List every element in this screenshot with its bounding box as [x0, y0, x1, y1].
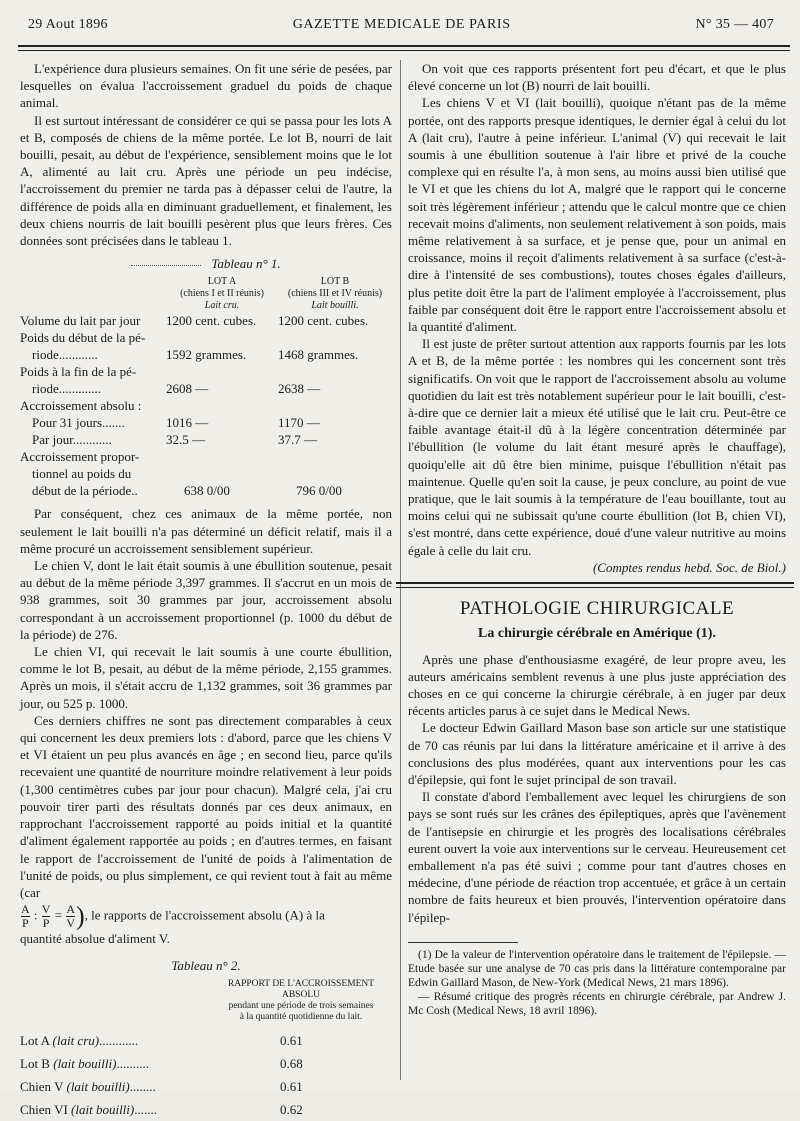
row-label: Accroissement absolu :	[20, 398, 142, 414]
header-journal-title: GAZETTE MEDICALE DE PARIS	[292, 17, 511, 32]
formula-continuation: quantité absolue d'aliment V.	[20, 931, 170, 947]
cell-b: 1468 grammes.	[278, 347, 359, 363]
header-rule	[18, 45, 790, 47]
column-divider	[400, 60, 401, 1080]
table-row	[20, 397, 392, 414]
table-row	[20, 312, 392, 329]
fraction: $\frac{A}{P}$	[21, 902, 30, 931]
table1-title-row	[20, 255, 392, 272]
row-note: (lait bouilli)	[53, 1055, 117, 1071]
table-row	[20, 448, 392, 465]
paragraph: Ces derniers chiffres ne sont pas directement comparables à ceux qui concernent les deux premiers lots : d'abord, parce que les chiens V et VI étaient un peu plus avancés en âge ; en second lieu, parce qu'ils recevaient une quantité de nourriture moindre relativement à leur poids (1,300 centimètres cubes par jour pour chacun). Malgré cela, j'ai cru pouvoir tirer parti des résultats donnés par ces deux animaux, en rapprochant l'accroissement rapporté au poids initial et la quantité d'aliment également rapportée au poids ; en d'autres termes, en faisant le rapport de l'accroissement de l'unité de poids à l'alimentation de l'unité de poids, ou plus simplement, ce qui revient tout à fait au même (car	[20, 712, 392, 900]
table-row: Chien VI (lait bouilli)....... 0.62	[20, 1098, 392, 1121]
footnote-rule	[408, 942, 518, 943]
footnote: (1) De la valeur de l'intervention opératoire dans le traitement de l'épilepsie. — Etude basée sur une analyse de 70 cas pris dans la littérature contemporaine par Edwin Gaillard Mason, de New-York (Medical News, 21 mars 1896).	[408, 948, 786, 989]
cell-b	[278, 465, 392, 482]
table-row	[20, 482, 392, 499]
cell-a: 32.5 —	[166, 432, 205, 448]
row-note: (lait bouilli)	[66, 1078, 130, 1094]
col-b-note: Lait bouilli.	[311, 300, 359, 312]
col-a-note: Lait cru.	[204, 300, 240, 312]
row-note: (lait cru)	[52, 1032, 100, 1048]
cell-a	[166, 448, 278, 465]
cell-b: 796 0/00	[296, 483, 342, 499]
footnotes	[408, 948, 786, 1018]
table-row: Lot B (lait bouilli).......... 0.68	[20, 1052, 392, 1075]
row-label: Volume du lait par jour	[20, 313, 141, 329]
cell-a	[166, 397, 278, 414]
table2-head2: pendant une période de trois semaines	[228, 1000, 374, 1011]
left-column	[20, 60, 392, 1117]
row-label: Lot B	[20, 1055, 50, 1071]
table-row: Lot A (lait cru)............ 0.61	[20, 1029, 392, 1052]
row-label: Chien V	[20, 1078, 64, 1094]
row-label: Lot A	[20, 1032, 50, 1048]
table2-title: Tableau n° 2.	[171, 958, 241, 974]
row-value: 0.61	[280, 1032, 303, 1048]
row-label: riode.............	[32, 381, 101, 397]
col-a-title: LOT A	[207, 276, 237, 288]
right-column	[408, 60, 786, 1080]
paragraph: L'expérience dura plusieurs semaines. On fit une série de pesées, par lesquelles on évalua l'accroissement graduel du poids de chaque animal.	[20, 61, 392, 111]
paragraph: Par conséquent, chez ces animaux de la même portée, non seulement le lait bouilli n'a pas déterminé un déficit relatif, mais il a même procuré un accroissement sensiblement supérieur.	[20, 506, 392, 556]
table2-head3: à la quantité quotidienne du lait.	[239, 1011, 363, 1022]
table2	[20, 1029, 392, 1121]
footnote: — Résumé critique des progrès récents en chirurgie cérébrale, par Andrew J. Mc Cosh (Medical News, 18 avril 1896).	[408, 990, 786, 1017]
row-label: tionnel au poids du	[32, 466, 132, 482]
row-label: Par jour............	[32, 432, 112, 448]
row-label: Poids à la fin de la pé-	[20, 364, 137, 380]
paragraph: On voit que ces rapports présentent fort peu d'écart, et que le plus élevé concerne un lot (B) nourri de lait bouilli.	[408, 61, 786, 94]
page-header	[28, 16, 774, 36]
table-row	[20, 346, 392, 363]
header-date: 29 Aout 1896	[28, 17, 108, 32]
col-a-subtitle: (chiens I et II réunis)	[180, 288, 264, 300]
fraction: $\frac{V}{P}$	[41, 902, 51, 931]
col-b-subtitle: (chiens III et IV réunis)	[287, 288, 383, 300]
table2-head1: RAPPORT DE L'ACCROISSEMENT ABSOLU	[227, 978, 375, 1000]
row-note: (lait bouilli)	[71, 1101, 135, 1117]
section-title: PATHOLOGIE CHIRURGICALE	[459, 598, 735, 620]
table-row	[20, 431, 392, 448]
row-value: 0.62	[280, 1101, 303, 1117]
cell-b	[278, 397, 392, 414]
table1-col-a-header	[166, 276, 278, 312]
header-issue-page: N° 35 — 407	[695, 17, 774, 32]
row-value: 0.68	[280, 1055, 303, 1071]
source-citation: (Comptes rendus hebd. Soc. de Biol.)	[592, 559, 786, 575]
article-title: La chirurgie cérébrale en Amérique (1).	[478, 626, 716, 642]
formula-line: $\frac{A}{P}$ : $\frac{V}{P}$ = $\frac{A}{V}$ ), le rapports de l'accroissement absolu (A) à la	[21, 901, 325, 931]
table-row	[20, 414, 392, 431]
table1-title: Tableau n° 1.	[211, 256, 281, 272]
paragraph: Il constate d'abord l'emballement avec lequel les chirurgiens de son pays se sont rués sur les crânes des épileptiques, après que l'avènement de l'antisepsie en chirurgie et les progrès des localisations cérébrales eurent ouvert la voie aux interventions sur le cerveau. Heureusement cet emballement n'a pas été suivi ; comme pour tant d'autres choses en médecine, d'une période de réaction trop accentuée, et grâce à un certain nombre de faits heureux et bien prouvés, l'intervention opératoire dans l'épilep-	[408, 789, 786, 925]
table-row	[20, 363, 392, 380]
paragraph: Le chien V, dont le lait était soumis à une ébullition soutenue, pesait au début de la même période 3,397 grammes. Il s'accrut en un mois de 938 grammes, soit 30 grammes par jour, accroissement absolu correspondant à un accroissement proportionnel (p. 1000 du début de la période) de 276.	[20, 558, 392, 642]
table-row	[20, 329, 392, 346]
section-rule-thin	[396, 587, 794, 588]
table1-col-b-header	[278, 276, 392, 312]
paragraph: Il est surtout intéressant de considérer ce qui se passa pour les lots A et B, composés de chiens de la même portée. Le lot B, nourri de lait bouilli, pesait, au début de l'expérience, sensiblement moins que le lot A, alimenté au lait cru. Après une période un peu indécise, l'accroissement du premier ne tarda pas à dépasser celui de l'autre, la différence de poids alla en diminuant graduellement, et finalement, les deux chiens nourris de lait bouilli pesèrent plus que leurs frères. Ces données sont précisées dans le tableau 1.	[20, 112, 392, 249]
cell-b: 2638 —	[278, 381, 321, 397]
table-row: Chien V (lait bouilli)........ 0.61	[20, 1075, 392, 1098]
table1-header	[20, 276, 392, 312]
cell-a	[166, 363, 278, 380]
col-b-title: LOT B	[320, 276, 350, 288]
cell-b	[278, 363, 392, 380]
row-label: riode............	[32, 347, 98, 363]
cell-a: 638 0/00	[184, 483, 230, 499]
paragraph: Le docteur Edwin Gaillard Mason base son article sur une statistique de 70 cas réunis par lui dans la littérature américaine et il arrive à des conclusions des plus modérées, quant aux interventions pour les cas d'épilepsie, qui font le sujet principal de son travail.	[408, 720, 786, 787]
section-rule	[396, 582, 794, 584]
cell-b: 37.7 —	[278, 432, 317, 448]
cell-b	[278, 448, 392, 465]
row-label: Poids du début de la pé-	[20, 330, 146, 346]
cell-a	[166, 465, 278, 482]
table1	[20, 276, 392, 499]
header-rule-thin	[18, 50, 790, 51]
table2-header	[210, 979, 392, 1023]
row-label: début de la période..	[32, 483, 138, 499]
paragraph: Le chien VI, qui recevait le lait soumis à une courte ébullition, comme le lot B, pesait, au début de la même période, 2,155 grammes. Après un mois, il s'était accru de 1,132 grammes, soit 36 grammes par jour, ou 525 p. 1000.	[20, 644, 392, 711]
cell-b	[278, 329, 392, 346]
fraction: $\frac{A}{V}$	[66, 902, 75, 931]
paragraph: Après une phase d'enthousiasme exagéré, de leur propre aveu, les auteurs américains semblent revenus à une plus juste appréciation des choses en ce qui concerne la chirurgie cérébrale, à en juger par deux récents articles parus à ce sujet dans le Medical News.	[408, 651, 786, 719]
cell-a: 1016 —	[166, 415, 209, 431]
table-row	[20, 465, 392, 482]
paragraph: Les chiens V et VI (lait bouilli), quoique n'étant pas de la même portée, ont des rapports presque identiques, le dernier égal à celui du lot A (lait cru), l'autre à peine inférieur. L'animal (V) qui recevait le lait soumis à une ébullition soutenue à l'air libre et privé de la couche complexe qui en résulte l'a, à mon sens, au moins aussi bien utilisé que le VI et que les chiens du lot A, malgré que le rapport qui le concerne soit très légèrement inférieur ; attendu que le calcul montre que ce chien recevait moins d'aliments, non seulement relativement à son poids, mais même relativement à sa surface, et je pense que, pour un animal en croissance, moins il reçoit d'aliments relativement à sa surface (c'est-à-dire à l'intensité de ses combustions), toutes choses égales d'ailleurs, plus petite doit être la part de l'aliment employée à l'accroissement, plus faible par conséquent doit être le rapport entre l'accroissement absolu et la quantité d'aliment.	[408, 95, 786, 335]
cell-a: 2608 —	[166, 381, 209, 397]
cell-a: 1592 grammes.	[166, 347, 247, 363]
cell-b: 1200 cent. cubes.	[278, 313, 369, 329]
table-title-rule	[131, 265, 201, 266]
paragraph: Il est juste de prêter surtout attention aux rapports fournis par les lots A et B, de la même portée : les nombres qui les concernent sont très significatifs. On voit que le rapport de l'accroissement absolu au volume quotidien du lait est très notablement supérieur pour le lait bouilli, c'est-à-dire que ce dernier lait a mieux été utilisé que le lait cru. Peut-être ce faible avantage était-il dû à la légère concentration déterminée par l'ébullition (le volume du lait étant mesuré après le chauffage), quoiqu'elle ait dû être bien minime, puisque l'ébullition n'était pas maintenue. Quelle qu'en soit la cause, je peux conclure, au point de vue pratique, que le lait soumis à la température de l'eau bouillante, tout au moins celui qui ne subissait qu'une courte ébullition (lot B, chien VI), s'est montré, dans cette expérience, doué d'une valeur nutritive au moins égale à celle du lait cru.	[408, 336, 786, 558]
formula-text: , le rapports de l'accroissement absolu (A) à la	[84, 907, 325, 923]
table-row	[20, 380, 392, 397]
cell-b: 1170 —	[278, 415, 320, 431]
cell-a: 1200 cent. cubes.	[166, 313, 257, 329]
row-label: Chien VI	[20, 1101, 68, 1117]
row-label: Pour 31 jours.......	[32, 415, 125, 431]
cell-a	[166, 329, 278, 346]
row-label: Accroissement propor-	[20, 449, 140, 465]
row-value: 0.61	[280, 1078, 303, 1094]
